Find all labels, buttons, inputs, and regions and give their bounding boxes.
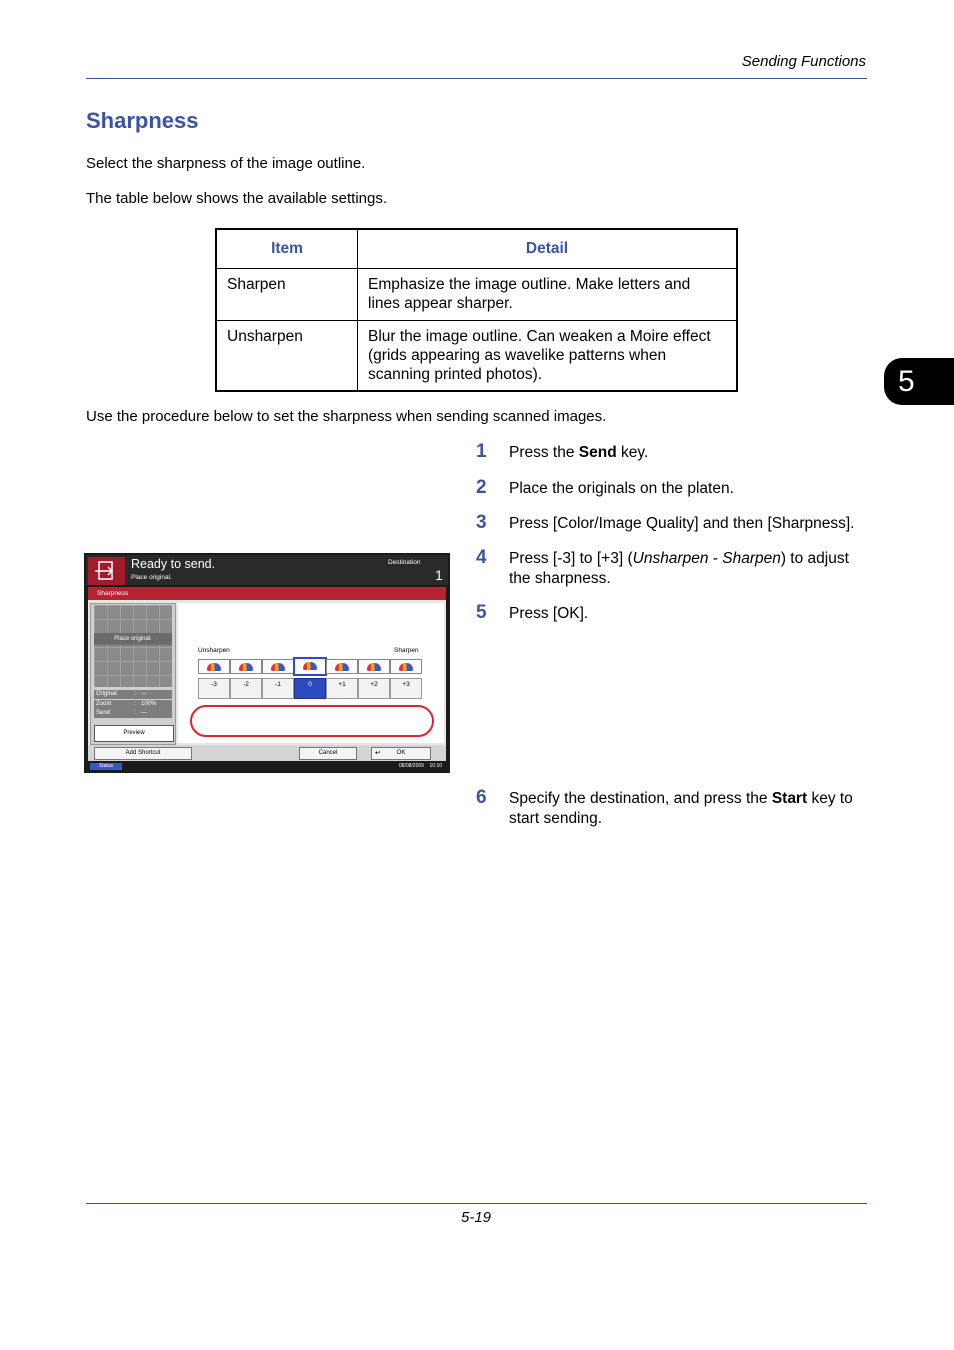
- step-number: 4: [476, 547, 487, 568]
- table-cell-item: Sharpen: [216, 269, 358, 321]
- level-button-minus2[interactable]: -2: [230, 678, 262, 699]
- header-rule: [86, 78, 867, 79]
- panel-datetime: 08/08/2009 10:10: [398, 763, 442, 769]
- step-text: Press [-3] to [+3] (Unsharpen - Sharpen) to adjust the sharpness.: [509, 550, 849, 587]
- table-row: [216, 269, 737, 321]
- panel-body: [88, 587, 446, 761]
- step-number: 1: [476, 441, 487, 462]
- table-cell-detail: Blur the image outline. Can weaken a Moire effect (grids appearing as wavelike patterns when scanning printed photos).: [358, 321, 738, 392]
- step-text: Press the Send key.: [509, 444, 649, 461]
- place-original-label: Place original.: [94, 633, 172, 645]
- sharpen-label: Sharpen: [394, 647, 419, 654]
- step-text: Specify the destination, and press the Start key to start sending.: [509, 790, 853, 827]
- table-header-detail: Detail: [358, 229, 738, 269]
- page-number: 5-19: [461, 1209, 492, 1226]
- step-number: 2: [476, 477, 487, 498]
- sharpness-preview-icon: [390, 659, 422, 674]
- settings-table: [215, 228, 738, 392]
- step-number: 3: [476, 512, 487, 533]
- panel-status-title: Ready to send.: [131, 557, 216, 571]
- unsharpen-label: Unsharpen: [198, 647, 230, 654]
- cancel-button[interactable]: Cancel: [299, 747, 357, 760]
- highlight-oval: [190, 705, 434, 737]
- chapter-tab: 5: [884, 358, 954, 405]
- level-button-minus3[interactable]: -3: [198, 678, 230, 699]
- table-header-item: Item: [216, 229, 358, 269]
- level-button-0[interactable]: 0: [294, 678, 326, 699]
- table-cell-detail: Emphasize the image outline. Make letters and lines appear sharper.: [358, 269, 738, 321]
- operation-panel-screenshot: [84, 553, 450, 773]
- panel-footer: [86, 762, 448, 771]
- footer-rule: [86, 1203, 867, 1204]
- intro-text: Select the sharpness of the image outline.: [86, 155, 366, 172]
- send-icon: [88, 557, 125, 585]
- platen-grid: [94, 605, 172, 687]
- sharpness-preview-icon: [198, 659, 230, 674]
- section-title: Sharpness: [86, 108, 199, 133]
- info-zoom: Zoom : 100%: [94, 700, 172, 709]
- sharpness-preview-icon: [230, 659, 262, 674]
- step-number: 6: [476, 787, 487, 808]
- sharpness-preview-icon: [293, 657, 327, 676]
- procedure-intro: Use the procedure below to set the sharpness when sending scanned images.: [86, 408, 607, 425]
- running-header: Sending Functions: [741, 53, 866, 70]
- table-cell-item: Unsharpen: [216, 321, 358, 392]
- ok-button[interactable]: ↵ OK: [371, 747, 431, 760]
- destination-label: Destination: [388, 559, 421, 566]
- sharpness-preview-icon: [358, 659, 390, 674]
- panel-status-bar: [86, 555, 448, 585]
- step-number: 5: [476, 602, 487, 623]
- panel-original-area: [90, 603, 176, 745]
- sharpness-preview-icon: [262, 659, 294, 674]
- level-button-plus1[interactable]: +1: [326, 678, 358, 699]
- panel-button-bar: [88, 745, 446, 761]
- level-button-plus3[interactable]: +3: [390, 678, 422, 699]
- sharpness-preview-icon: [326, 659, 358, 674]
- status-button[interactable]: Status: [90, 763, 122, 770]
- step-text: Press [Color/Image Quality] and then [Sharpness].: [509, 515, 855, 532]
- level-button-plus2[interactable]: +2: [358, 678, 390, 699]
- enter-icon: ↵: [375, 750, 381, 757]
- info-send: Send : ---: [94, 709, 172, 718]
- destination-count: 1: [435, 567, 443, 583]
- preview-button[interactable]: Preview: [94, 725, 174, 742]
- panel-screen-title: Sharpness: [88, 587, 446, 600]
- table-intro-text: The table below shows the available settings.: [86, 190, 388, 207]
- table-row: [216, 321, 737, 392]
- step-text: Press [OK].: [509, 605, 589, 622]
- add-shortcut-button[interactable]: Add Shortcut: [94, 747, 192, 760]
- info-original: Original : ---: [94, 690, 172, 699]
- panel-status-sub: Place original.: [131, 574, 172, 581]
- step-text: Place the originals on the platen.: [509, 480, 734, 497]
- level-button-minus1[interactable]: -1: [262, 678, 294, 699]
